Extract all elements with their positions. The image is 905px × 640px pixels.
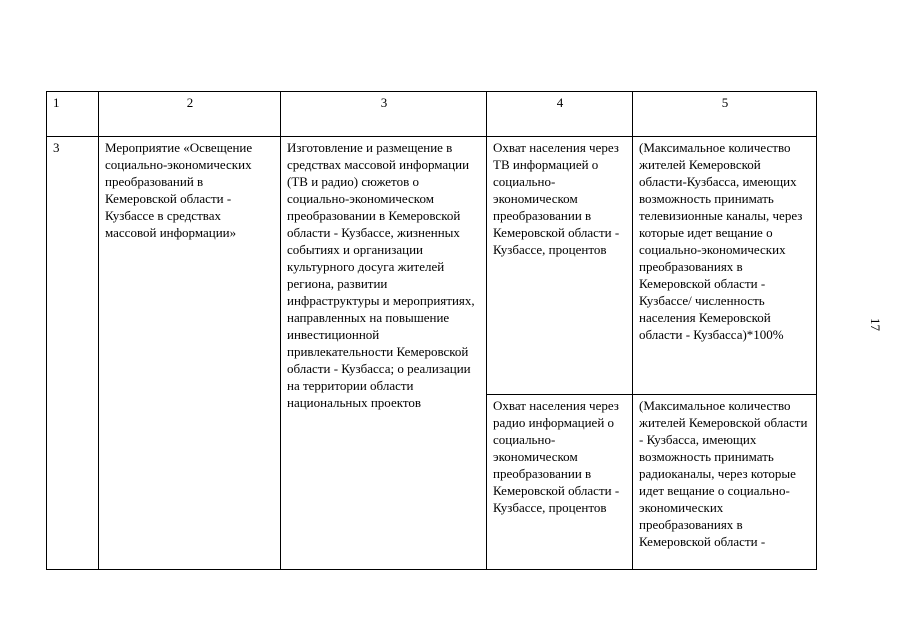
header-cell-5: 5	[633, 92, 817, 137]
table-row	[47, 137, 817, 395]
header-cell-4: 4	[487, 92, 633, 137]
indicator-formula-cell: (Максимальное количество жителей Кемеровской области-Кузбасса, имеющих возможность принимать телевизионные каналы, через которые идет вещание о социально-экономических преобразованиях в Кемеровской области - Кузбассе/ численность населения Кемеровской области - Кузбасса)*100%	[633, 137, 817, 395]
header-cell-1: 1	[47, 92, 99, 137]
header-cell-2: 2	[99, 92, 281, 137]
indicator-name-cell: Охват населения через ТВ информацией о социально-экономическом преобразовании в Кемеровской области - Кузбассе, процентов	[487, 137, 633, 395]
page-number: 17	[868, 318, 883, 331]
row-number-cell: 3	[47, 137, 99, 570]
description-cell: Изготовление и размещение в средствах массовой информации (ТВ и радио) сюжетов о социально-экономическом преобразовании в Кемеровской области - Кузбассе, жизненных событиях и организации культурного досуга жителей региона, развитии инфраструктуры и мероприятиях, направленных на повышение инвестиционной привлекательности Кемеровской области - Кузбасса; о реализации на территории области национальных проектов	[281, 137, 487, 570]
header-cell-3: 3	[281, 92, 487, 137]
table-header-row	[47, 92, 817, 137]
indicator-name-cell: Охват населения через радио информацией о социально-экономическом преобразовании в Кемеровской области - Кузбассе, процентов	[487, 395, 633, 570]
event-cell: Мероприятие «Освещение социально-экономических преобразований в Кемеровской области - Кузбассе в средствах массовой информации»	[99, 137, 281, 570]
document-table	[46, 91, 817, 570]
indicator-formula-cell: (Максимальное количество жителей Кемеровской области - Кузбасса, имеющих возможность принимать радиоканалы, через которые идет вещание о социально-экономических преобразованиях в Кемеровской области -	[633, 395, 817, 570]
